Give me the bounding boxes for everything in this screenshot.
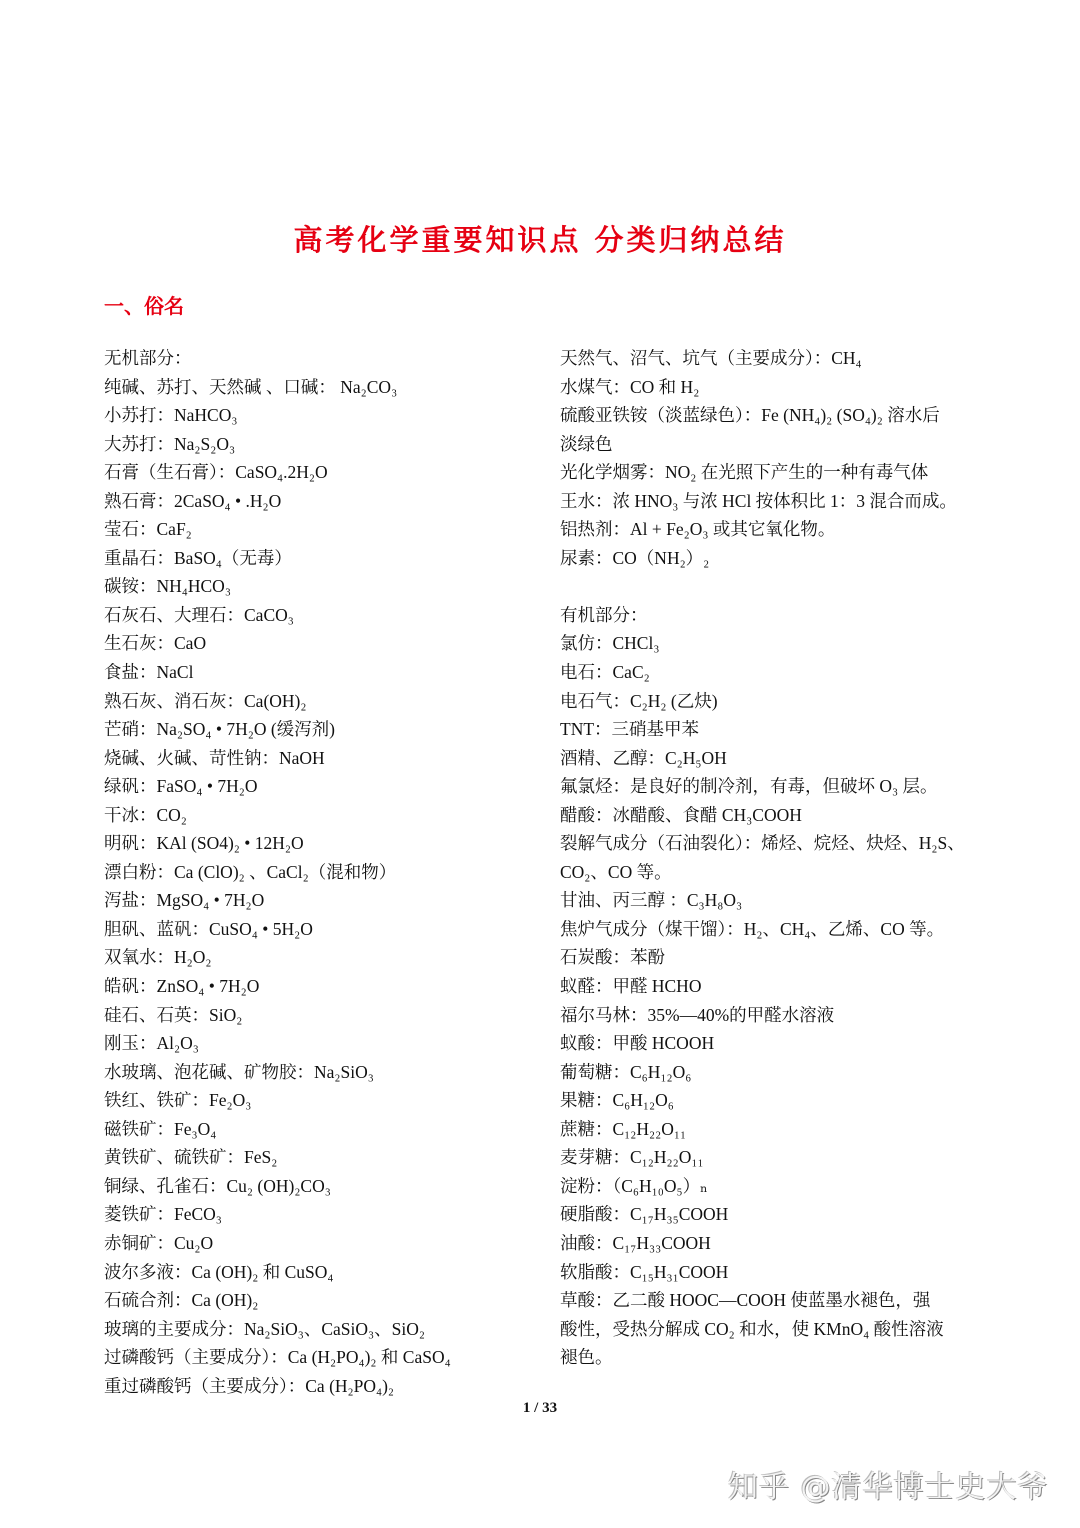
text-line: 重过磷酸钙（主要成分）：Ca (H₂PO₄)₂	[104, 1375, 395, 1396]
text-line: 纯碱、苏打、天然碱 、口碱： Na₂CO₃	[104, 376, 398, 397]
text-line: 重晶石：BaSO₄（无毒）	[104, 547, 292, 568]
text-line: 硫酸亚铁铵（淡蓝绿色）：Fe (NH₄)₂ (SO₄)₂ 溶水后	[560, 405, 940, 426]
text-line: 软脂酸：C₁₅H₃₁COOH	[560, 1261, 729, 1282]
text-line: 福尔马林：35%—40%的甲醛水溶液	[560, 1004, 835, 1025]
text-line: 波尔多液：Ca (OH)₂ 和 CuSO₄	[104, 1261, 334, 1282]
document-title: 高考化学重要知识点 分类归纳总结	[293, 223, 787, 257]
text-line: 碳铵：NH₄HCO₃	[104, 576, 231, 597]
text-line: 铝热剂：Al + Fe₂O₃ 或其它氧化物。	[560, 519, 836, 540]
left-column	[104, 344, 544, 1400]
text-line: 褪色。	[560, 1347, 613, 1368]
text-line: 过磷酸钙（主要成分）：Ca (H₂PO₄)₂ 和 CaSO₄	[104, 1347, 451, 1368]
text-line: TNT：三硝基甲苯	[560, 719, 700, 740]
text-line: 小苏打：NaHCO₃	[104, 405, 238, 426]
text-line: 酒精、乙醇：C₂H₅OH	[560, 747, 727, 768]
text-line: 醋酸：冰醋酸、食醋 CH₃COOH	[560, 804, 802, 825]
text-line: 明矾：KAl (SO4)₂ • 12H₂O	[104, 833, 304, 854]
text-line: 食盐：NaCl	[104, 662, 194, 683]
text-line	[560, 572, 990, 601]
text-line: 石膏（生石膏）：CaSO₄.2H₂O	[104, 462, 328, 483]
text-line: 氯仿：CHCl₃	[560, 633, 660, 654]
text-line: 菱铁矿：FeCO₃	[104, 1204, 222, 1225]
text-line: 酸性，受热分解成 CO₂ 和水，使 KMnO₄ 酸性溶液	[560, 1318, 944, 1339]
text-line: 泻盐：MgSO₄ • 7H₂O	[104, 890, 265, 911]
text-line: 电石：CaC₂	[560, 662, 650, 683]
text-line: 硬脂酸：C₁₇H₃₅COOH	[560, 1204, 729, 1225]
text-line: 赤铜矿：Cu₂O	[104, 1232, 214, 1253]
text-line: 芒硝：Na₂SO₄ • 7H₂O (缓泻剂)	[104, 719, 336, 740]
text-line: 石硫合剂：Ca (OH)₂	[104, 1290, 259, 1311]
text-line: 草酸：乙二酸 HOOC—COOH 使蓝墨水褪色，强	[560, 1290, 931, 1311]
text-line: 葡萄糖：C₆H₁₂O₆	[560, 1061, 692, 1082]
text-line: CO₂、CO 等。	[560, 861, 672, 882]
text-line: 铜绿、孔雀石：Cu₂ (OH)₂CO₃	[104, 1175, 331, 1196]
text-line: 石灰石、大理石：CaCO₃	[104, 604, 294, 625]
watermark: 知乎 @清华博士史大爷	[728, 1470, 1049, 1505]
text-line: 干冰：CO₂	[104, 804, 187, 825]
text-line: 无机部分：	[104, 348, 192, 368]
text-line: 漂白粉：Ca (ClO)₂ 、CaCl₂（混和物）	[104, 861, 397, 882]
text-line: 蔗糖：C₁₂H₂₂O₁₁	[560, 1118, 687, 1139]
text-line: 电石气：C₂H₂ (乙炔)	[560, 690, 718, 711]
text-line: 双氧水：H₂O₂	[104, 947, 212, 968]
text-line: 油酸：C₁₇H₃₃COOH	[560, 1232, 711, 1253]
text-line: 尿素：CO（NH₂）₂	[560, 547, 710, 568]
text-line: 绿矾：FaSO₄ • 7H₂O	[104, 776, 258, 797]
text-line: 氟氯烃：是良好的制冷剂，有毒，但破坏 O₃ 层。	[560, 776, 938, 797]
text-line: 黄铁矿、硫铁矿：FeS₂	[104, 1147, 278, 1168]
text-line: 果糖：C₆H₁₂O₆	[560, 1090, 674, 1111]
text-line: 天然气、沼气、坑气（主要成分）：CH₄	[560, 348, 862, 368]
text-line: 生石灰：CaO	[104, 633, 207, 654]
text-line: 王水：浓 HNO₃ 与浓 HCl 按体积比 1：3 混合而成。	[560, 490, 957, 511]
text-line: 玻璃的主要成分：Na₂SiO₃、CaSiO₃、SiO₂	[104, 1318, 425, 1339]
text-line: 熟石灰、消石灰：Ca(OH)₂	[104, 690, 307, 711]
text-line: 硅石、石英：SiO₂	[104, 1004, 243, 1025]
text-line: 淡绿色	[560, 433, 613, 454]
text-line: 蚁酸：甲酸 HCOOH	[560, 1033, 715, 1054]
text-line: 有机部分：	[560, 604, 648, 625]
text-line: 淀粉：（C₆H₁₀O₅）ₙ	[560, 1175, 708, 1196]
text-line: 大苏打：Na₂S₂O₃	[104, 433, 236, 454]
text-line: 铁红、铁矿：Fe₂O₃	[104, 1090, 252, 1111]
text-line: 裂解气成分（石油裂化）：烯烃、烷烃、炔烃、H₂S、	[560, 833, 965, 854]
text-line: 烧碱、火碱、苛性钠：NaOH	[104, 747, 325, 768]
text-line: 石炭酸：苯酚	[560, 947, 665, 968]
text-line: 莹石：CaF₂	[104, 519, 192, 540]
text-line: 焦炉气成分（煤干馏）：H₂、CH₄、乙烯、CO 等。	[560, 918, 945, 939]
right-column	[560, 344, 990, 1372]
text-line: 蚁醛：甲醛 HCHO	[560, 976, 702, 997]
text-line: 磁铁矿：Fe₃O₄	[104, 1118, 217, 1139]
text-line: 刚玉：Al₂O₃	[104, 1033, 199, 1054]
text-line: 胆矾、蓝矾：CuSO₄ • 5H₂O	[104, 918, 313, 939]
text-line: 甘油、丙三醇 ：C₃H₈O₃	[560, 890, 743, 911]
text-line: 皓矾：ZnSO₄ • 7H₂O	[104, 976, 260, 997]
text-line: 麦芽糖：C₁₂H₂₂O₁₁	[560, 1147, 704, 1168]
text-line: 光化学烟雾：NO₂ 在光照下产生的一种有毒气体	[560, 462, 929, 483]
text-line: 水煤气：CO 和 H₂	[560, 376, 700, 397]
section-heading: 一、俗名	[104, 294, 184, 318]
text-line: 水玻璃、泡花碱、矿物胶：Na₂SiO₃	[104, 1061, 374, 1082]
page-number: 1 / 33	[522, 1400, 558, 1416]
text-line: 熟石膏：2CaSO₄ • .H₂O	[104, 490, 282, 511]
